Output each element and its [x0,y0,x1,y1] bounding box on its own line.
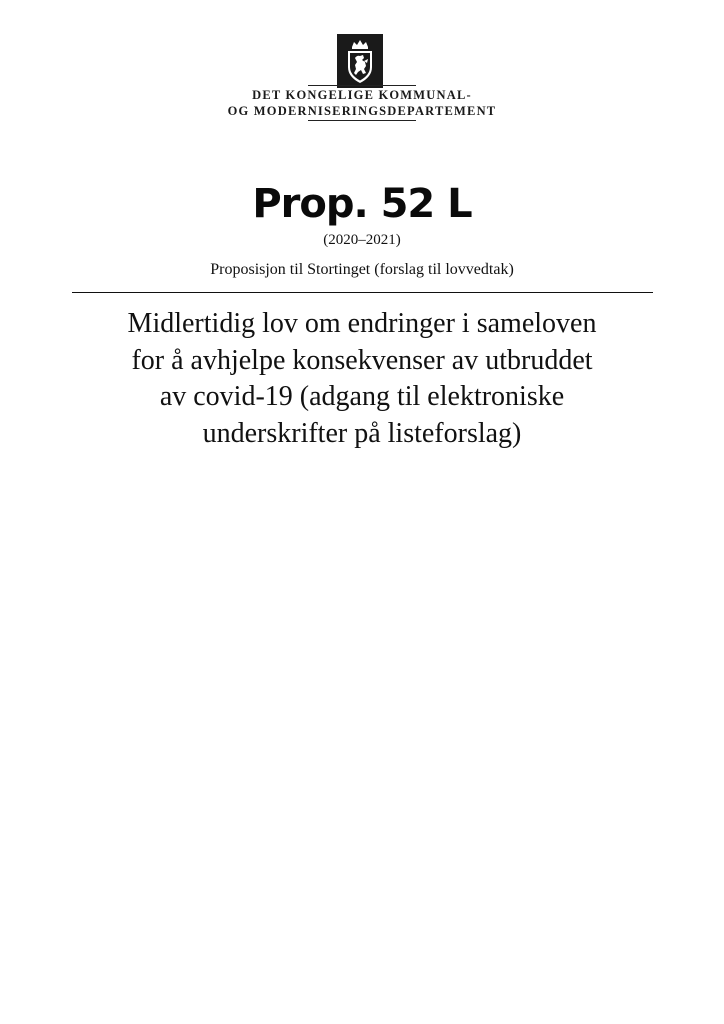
law-title-line: av covid-19 (adgang til elektroniske [159,381,565,412]
proposition-number: Prop. 52 L [252,181,472,227]
document-subtitle: Proposisjon til Stortinget (forslag til lovvedtak) [210,261,514,278]
law-title [80,306,644,452]
law-title-line: Midlertidig lov om endringer i sameloven [127,308,597,339]
department-name-line-2: OG MODERNISERINGSDEPARTEMENT [227,104,497,118]
law-title-line: for å avhjelpe konsekvenser av utbruddet [131,344,593,376]
title-divider [72,292,653,293]
department-top-rule [308,85,416,86]
coat-of-arms-icon [337,34,383,88]
session-years: (2020–2021) [323,232,401,248]
law-title-line: underskrifter på listeforslag) [202,417,522,449]
department-name-line-1: DET KONGELIGE KOMMUNAL- [252,88,472,102]
department-bottom-rule [308,120,416,121]
